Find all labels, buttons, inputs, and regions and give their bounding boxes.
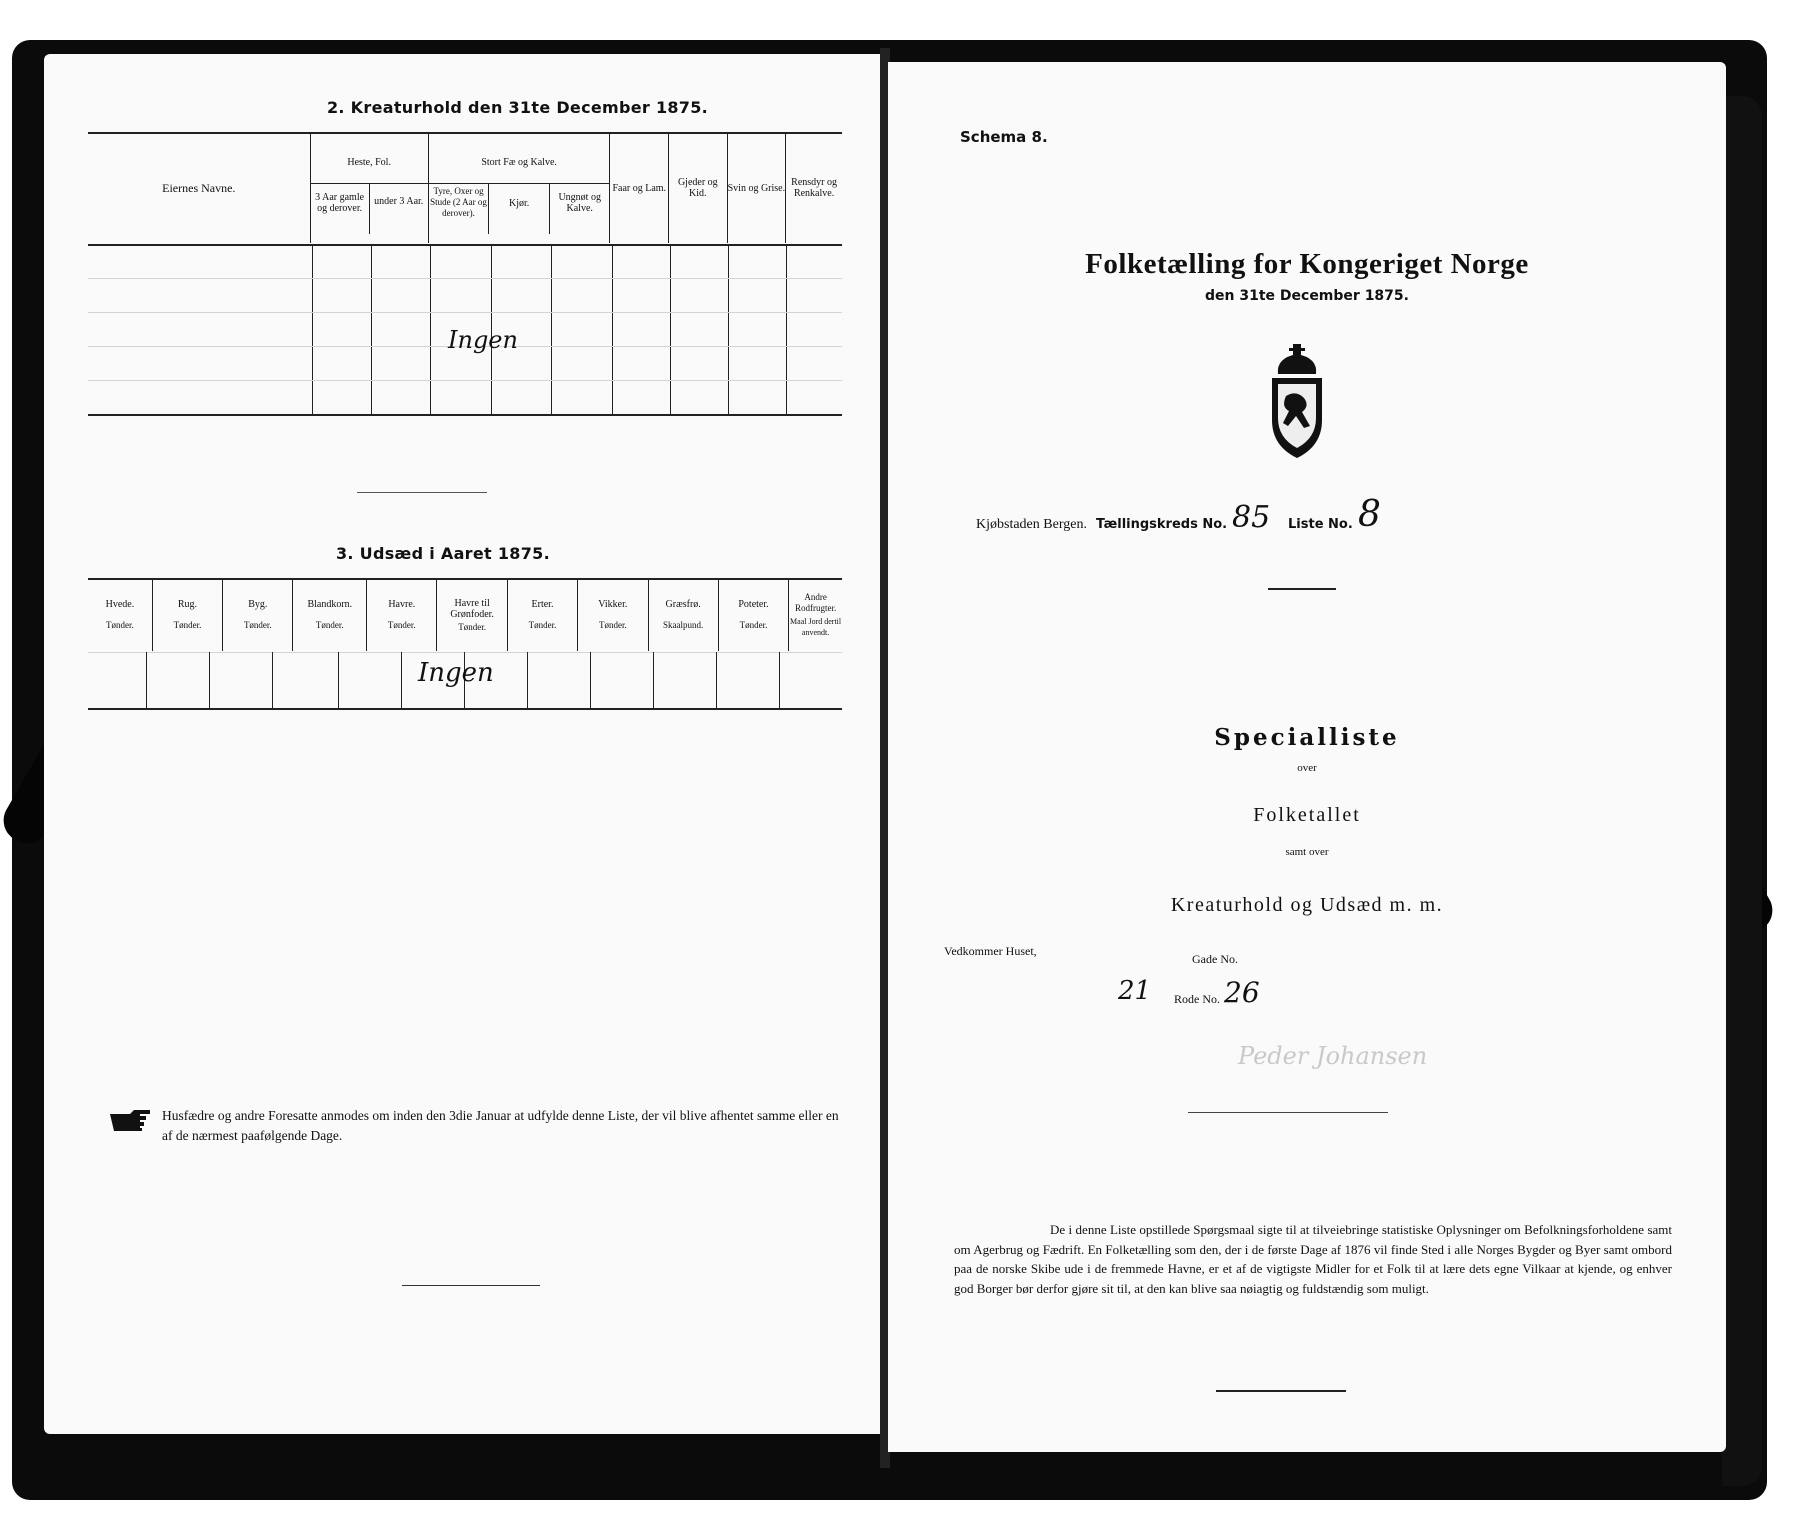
- district-number: 85: [1232, 500, 1271, 535]
- seed-col-label: Havre.: [388, 599, 416, 610]
- list-label: Liste No.: [1288, 517, 1353, 532]
- seed-entry: Ingen: [418, 658, 494, 688]
- sheep-header: Faar og Lam.: [610, 133, 669, 243]
- seed-col-label: Blandkorn.: [307, 599, 353, 610]
- seed-col-grass: [648, 579, 718, 651]
- section3-title: 3. Udsæd i Aaret 1875.: [336, 544, 550, 563]
- house-label: Vedkommer Huset,: [944, 944, 1037, 958]
- coat-of-arms-icon: [1264, 344, 1330, 460]
- seed-col-label: Vikker.: [598, 599, 628, 610]
- separator-rule-2: [402, 1285, 540, 1286]
- seed-unit-label: Tønder.: [739, 620, 768, 630]
- livestock-entry: Ingen: [448, 326, 518, 354]
- reindeer-header: Rensdyr og Renkalve.: [786, 133, 842, 243]
- livestock-table-header: [88, 133, 842, 243]
- seed-unit-label: Tønder.: [173, 620, 202, 630]
- over-text-1: over: [1297, 762, 1317, 774]
- seed-col-label: Byg.: [248, 599, 268, 610]
- cows-label: Kjør.: [489, 184, 550, 234]
- seed-unit-label: Tønder.: [387, 620, 416, 630]
- horses-under3-label: under 3 Aar.: [374, 195, 424, 207]
- seed-col-oats-fodder: [437, 579, 507, 651]
- seed-col-oats: [367, 579, 437, 651]
- seed-unit-label: Tønder.: [458, 621, 487, 632]
- seed-unit-label: Tønder.: [106, 620, 134, 630]
- seed-unit-label: Tønder.: [598, 620, 627, 630]
- owner-signature: Peder Johansen: [1238, 1042, 1428, 1070]
- seed-col-label: Andre Rodfrugter.: [794, 592, 837, 613]
- folketallet-text: Folketallet: [1253, 804, 1361, 826]
- schema-label: Schema 8.: [960, 128, 1048, 146]
- left-page: [44, 54, 882, 1434]
- table3-bottom-rule: [88, 708, 842, 710]
- seed-col-roots: [789, 579, 842, 651]
- special-list-title: Specialliste: [1214, 724, 1400, 751]
- list-number: 8: [1358, 494, 1381, 535]
- rode-prefix: 21: [1118, 976, 1152, 1006]
- seed-col-rye: [152, 579, 222, 651]
- district-label: Tællingskreds No.: [1096, 517, 1228, 532]
- seed-unit-label: Tønder.: [315, 620, 344, 630]
- pointing-hand-icon: [108, 1108, 154, 1132]
- seed-col-label: Havre til Grønfoder.: [450, 597, 494, 620]
- seed-unit-label: Skaalpund.: [663, 620, 704, 630]
- horses-header: [310, 133, 428, 243]
- right-page: [888, 62, 1726, 1452]
- seed-col-label: Hvede.: [105, 599, 135, 610]
- seed-col-mixed: [293, 579, 367, 651]
- seed-unit-label: Tønder.: [528, 620, 557, 630]
- seed-table-header: [88, 579, 842, 651]
- seed-table-body: [88, 652, 842, 708]
- bulls-label: Tyre, Oxer og Stude (2 Aar og derover).: [429, 184, 490, 234]
- rode-number: 26: [1224, 976, 1260, 1009]
- street-label: Gade No.: [1192, 952, 1238, 966]
- seed-col-potatoes: [718, 579, 788, 651]
- census-title: Folketælling for Kongeriget Norge: [1085, 248, 1529, 280]
- cattle-header: [428, 133, 610, 243]
- seed-col-label: Erter.: [531, 599, 554, 610]
- horses-group-label: Heste, Fol.: [311, 143, 428, 184]
- seed-col-peas: [507, 579, 577, 651]
- city-label: Kjøbstaden Bergen.: [976, 517, 1087, 532]
- table2-bottom-rule: [88, 414, 842, 416]
- pigs-header: Svin og Grise.: [727, 133, 786, 243]
- seed-col-label: Poteter.: [738, 599, 769, 610]
- seed-col-barley: [223, 579, 293, 651]
- owner-col-label: Eiernes Navne.: [162, 181, 236, 195]
- livestock-table-body: [88, 244, 842, 414]
- section2-title: 2. Kreaturhold den 31te December 1875.: [327, 98, 709, 117]
- livestock-seed-text: Kreaturhold og Udsæd m. m.: [1170, 894, 1444, 916]
- seed-col-label: Rug.: [177, 599, 198, 610]
- separator-rule-1: [357, 492, 487, 493]
- samt-over-text: samt over: [1285, 846, 1329, 858]
- seed-col-label: Græsfrø.: [665, 599, 701, 610]
- notice-text: Husfædre og andre Foresatte anmodes om inden den 3die Januar at udfylde denne Liste, der vil blive afhentet samme eller en af de nærmest paafølgende Dage.: [162, 1108, 839, 1143]
- cattle-group-label: Stort Fæ og Kalve.: [429, 143, 610, 184]
- census-date: den 31te December 1875.: [1205, 288, 1409, 304]
- young-cattle-label: Ungnøt og Kalve.: [558, 191, 601, 214]
- separator-rule-3: [1268, 588, 1336, 590]
- seed-col-wheat: [88, 579, 152, 651]
- seed-unit-label: Tønder.: [243, 620, 272, 630]
- seed-unit-label: Maal Jord dertil anvendt.: [790, 617, 842, 637]
- right-cover-edge: [1722, 96, 1762, 1486]
- census-explanation: De i denne Liste opstillede Spørgsmaal sigte til at tilveiebringe statistiske Oplysninger om Befolkningsforholdene samt om Agerbrug og Fædrift. En Folketælling som den, der i de første Dage af 1876 vil finde Sted i alle Norges Bygder og Byer samt ombord paa de norske Skibe ude i de fremmede Havne, er et af de vigtigste Midler for et Folk til at lære dets egne Vilkaar at kjende, og enhver god Borger bør derfor gjøre sit til, at den kan blive saa nøiagtig og fuldstændig som muligt.: [954, 1222, 1672, 1296]
- rode-label: Rode No.: [1174, 992, 1220, 1006]
- horses-3yr-label: 3 Aar gamle og derover.: [311, 184, 370, 234]
- owner-header: [88, 133, 310, 243]
- separator-rule-4: [1188, 1112, 1388, 1113]
- separator-rule-5: [1216, 1390, 1346, 1392]
- seed-col-vetch: [578, 579, 648, 651]
- goats-header: Gjeder og Kid.: [669, 133, 728, 243]
